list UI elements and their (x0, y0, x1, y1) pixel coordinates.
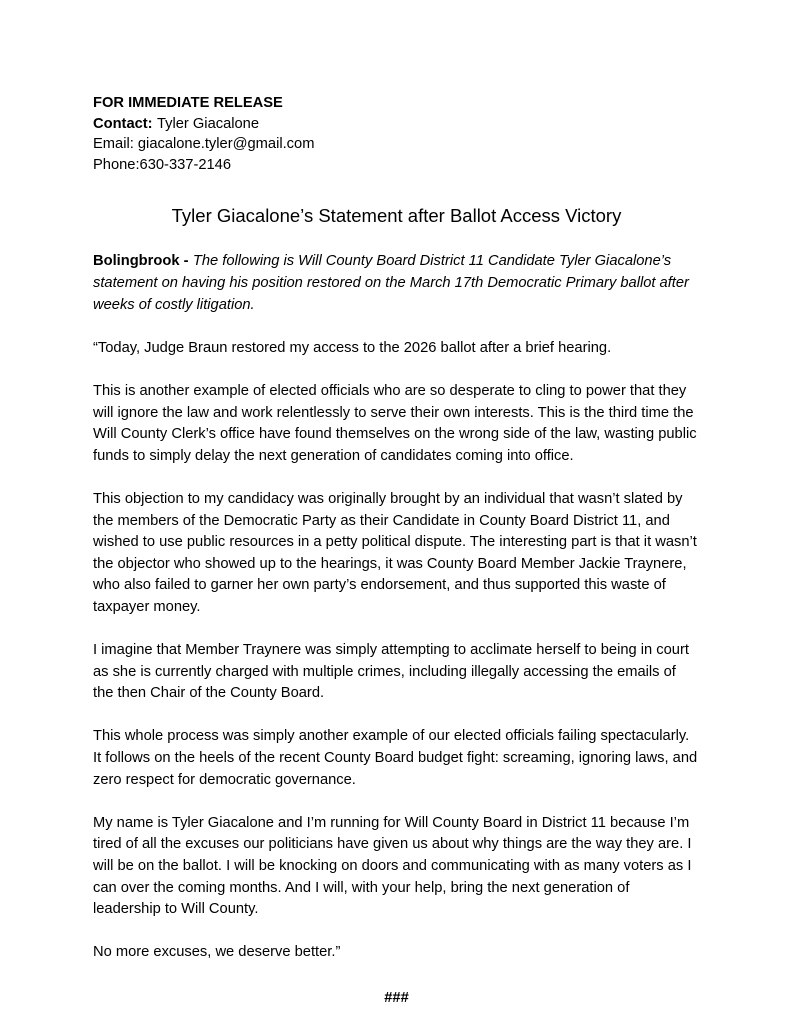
phone-line: Phone:630-337-2146 (93, 156, 232, 173)
release-body (93, 251, 700, 1009)
dateline-paragraph (93, 251, 700, 316)
body-paragraph: “Today, Judge Braun restored my access to the 2026 ballot after a brief hearing. (93, 339, 612, 356)
body-paragraph: This whole process was simply another example of our elected officials failing spectacularly. It follows on the heels of the recent County Board budget fight: screaming, ignoring laws, and zero respect for democratic governance. (93, 728, 698, 788)
body-paragraph: I imagine that Member Traynere was simply attempting to acclimate herself to being in court as she is currently charged with multiple crimes, including illegally accessing the emails of the then Chair of the County Board. (93, 642, 689, 702)
contact-name: Tyler Giacalone (156, 115, 260, 132)
closing-paragraph: No more excuses, we deserve better.” (93, 944, 341, 961)
end-mark: ### (384, 989, 409, 1006)
headline: Tyler Giacalone’s Statement after Ballot Access Victory (171, 205, 622, 227)
dateline-location: Bolingbrook - (93, 253, 189, 270)
dateline-lede: The following is Will County Board District 11 Candidate Tyler Giacalone’s statement on having his position restored on the March 17th Democratic Primary ballot after weeks of costly litigation. (93, 253, 689, 313)
contact-line (93, 114, 700, 135)
body-paragraph: This objection to my candidacy was originally brought by an individual that wasn’t slated by the members of the Democratic Party as their Candidate in County Board District 11, and wished to use public resources in a petty political dispute. The interesting part is that it wasn’t the objector who showed up to the hearings, it was County Board Member Jackie Traynere, who also failed to garner her own party’s endorsement, and thus supported this waste of taxpayer money. (93, 490, 697, 615)
contact-label: Contact: (93, 115, 153, 132)
email-line: Email: giacalone.tyler@gmail.com (93, 136, 315, 153)
body-paragraph: My name is Tyler Giacalone and I’m running for Will County Board in District 11 because I’m tired of all the excuses our politicians have given us about why things are the way they are. I will be on the ballot. I will be knocking on doors and communicating with as many voters as I can over the coming months. And I will, with your help, bring the next generation of leadership to Will County. (93, 814, 692, 918)
release-header (93, 93, 700, 175)
body-paragraph: This is another example of elected officials who are so desperate to cling to power that they will ignore the law and work relentlessly to serve their own interests. This is the third time the Will County Clerk’s office have found themselves on the wrong side of the law, wasting public funds to simply delay the next generation of candidates coming into office. (93, 382, 697, 464)
release-status-line: FOR IMMEDIATE RELEASE (93, 95, 283, 111)
